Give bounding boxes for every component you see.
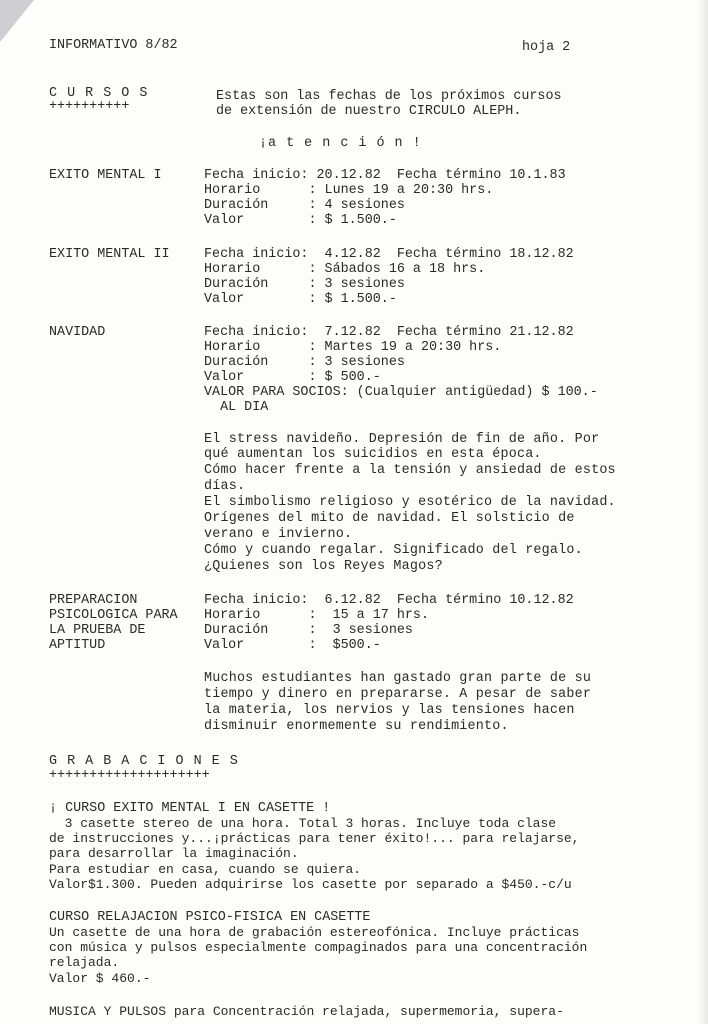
navidad-description-line: días. — [204, 479, 246, 494]
navidad-description-line: qué aumentan los suicidios en esta época. — [204, 447, 542, 462]
course-row: VALOR PARA SOCIOS: (Cualquier antigüedad) $ 100.- — [204, 385, 598, 400]
course-row: Duración : 3 sesiones — [204, 623, 413, 638]
course-row: Fecha inicio: 4.12.82 Fecha término 18.12.82 — [204, 247, 574, 262]
folded-corner — [0, 0, 34, 42]
navidad-description-line: verano e invierno. — [204, 527, 353, 542]
cursos-intro-line-2: de extensión de nuestro CIRCULO ALEPH. — [216, 104, 522, 119]
cursos-heading: C U R S O S — [49, 86, 149, 101]
page-number: hoja 2 — [522, 40, 571, 55]
course-row: Fecha inicio: 7.12.82 Fecha término 21.12.82 — [204, 325, 574, 340]
grabacion-line: con música y pulsos especialmente compaginados para una concentración — [49, 940, 588, 955]
grabacion-line: relajada. — [49, 955, 120, 970]
grabacion-line: 3 casette stereo de una hora. Total 3 horas. Incluye toda clase — [49, 816, 557, 831]
grabacion-title: ¡ CURSO EXITO MENTAL I EN CASETTE ! — [49, 801, 331, 816]
grabacion-line: Para estudiar en casa, cuando se quiera. — [49, 862, 362, 877]
course-name-preparacion: LA PRUEBA DE — [49, 623, 146, 638]
course-row: Duración : 3 sesiones — [204, 277, 405, 292]
attention-banner: ¡a t e n c i ó n ! — [259, 136, 422, 151]
course-row: Valor : $ 1.500.- — [204, 213, 397, 228]
course-name-exito-mental-1: EXITO MENTAL I — [49, 168, 162, 183]
navidad-description-line: El simbolismo religioso y esotérico de la navidad. — [204, 495, 616, 510]
grabacion-line: Valor $ 460.- — [49, 971, 151, 986]
navidad-description-line: Cómo y cuando regalar. Significado del regalo. — [204, 543, 583, 558]
preparacion-description-line: la materia, los nervios y las tensiones hacen — [204, 703, 575, 718]
course-row: Valor : $ 1.500.- — [204, 292, 397, 307]
navidad-description-line: El stress navideño. Depresión de fin de año. Por — [204, 432, 600, 447]
navidad-description-line: Cómo hacer frente a la tensión y ansiedad de estos — [204, 463, 616, 478]
grabacion-line: MUSICA Y PULSOS para Concentración relajada, supermemoria, supera- — [49, 1004, 564, 1019]
navidad-description-line: Orígenes del mito de navidad. El solsticio de — [204, 511, 575, 526]
course-row: Horario : Martes 19 a 20:30 hrs. — [204, 340, 502, 355]
document-title: INFORMATIVO 8/82 — [49, 38, 178, 53]
page-edge — [698, 0, 708, 1024]
navidad-description-line: ¿Quienes son los Reyes Magos? — [204, 559, 443, 574]
preparacion-description-line: disminuir enormemente su rendimiento. — [204, 719, 509, 734]
course-row: Horario : Sábados 16 a 18 hrs. — [204, 262, 486, 277]
course-row: Horario : 15 a 17 hrs. — [204, 608, 429, 623]
grabacion-line: Valor$1.300. Pueden adquirirse los casette por separado a $450.-c/u — [49, 877, 572, 892]
course-name-navidad: NAVIDAD — [49, 325, 106, 340]
preparacion-description-line: Muchos estudiantes han gastado gran parte de su — [204, 671, 592, 686]
grabaciones-heading: G R A B A C I O N E S — [49, 754, 239, 769]
grabacion-line: para desarrollar la imaginación. — [49, 846, 299, 861]
grabacion-line: de instrucciones y...¡prácticas para tener éxito!... para relajarse, — [49, 831, 580, 846]
preparacion-description-line: tiempo y dinero en prepararse. A pesar de saber — [204, 687, 592, 702]
course-row: Valor : $ 500.- — [204, 370, 381, 385]
grabaciones-underline: ++++++++++++++++++++ — [49, 768, 210, 783]
course-name-exito-mental-2: EXITO MENTAL II — [49, 247, 170, 262]
course-row: Fecha inicio: 6.12.82 Fecha término 10.12.82 — [204, 593, 574, 608]
grabacion-line: Un casette de una hora de grabación estereofónica. Incluye prácticas — [49, 925, 580, 940]
cursos-underline: ++++++++++ — [49, 99, 130, 114]
course-row: Duración : 3 sesiones — [204, 355, 405, 370]
course-row: Valor : $500.- — [204, 638, 381, 653]
grabacion-title: CURSO RELAJACION PSICO-FISICA EN CASETTE — [49, 910, 371, 925]
course-name-preparacion: APTITUD — [49, 638, 106, 653]
course-row: AL DIA — [204, 400, 269, 415]
course-name-preparacion: PSICOLOGICA PARA — [49, 608, 178, 623]
course-name-preparacion: PREPARACION — [49, 593, 138, 608]
course-row: Fecha inicio: 20.12.82 Fecha término 10.1.83 — [204, 168, 566, 183]
course-row: Horario : Lunes 19 a 20:30 hrs. — [204, 183, 494, 198]
course-row: Duración : 4 sesiones — [204, 198, 405, 213]
cursos-intro-line-1: Estas son las fechas de los próximos cursos — [216, 89, 562, 104]
